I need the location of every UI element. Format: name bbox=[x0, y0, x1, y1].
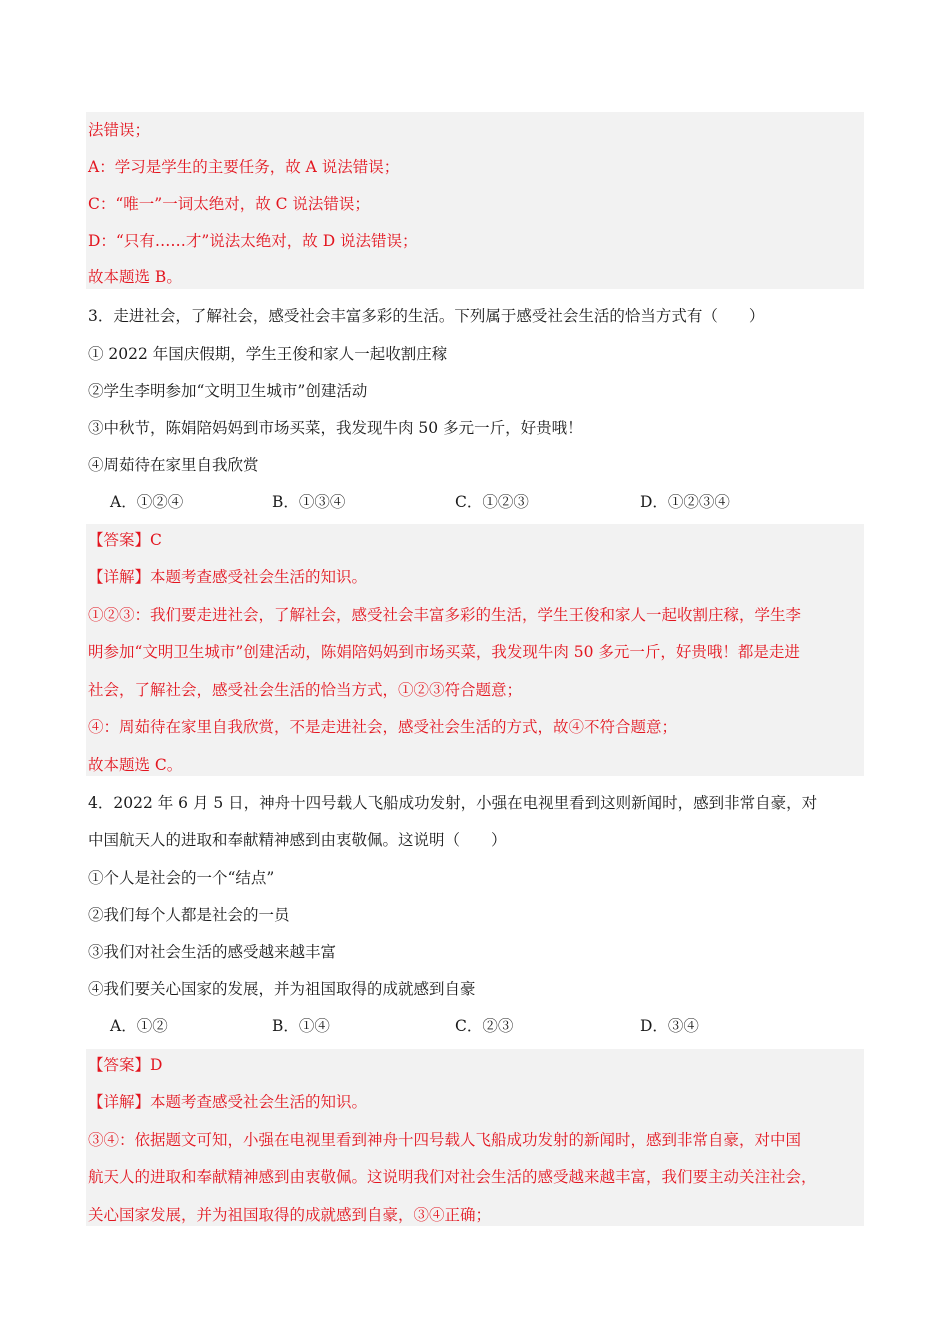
q3-analysis-line: 【详解】本题考查感受社会生活的知识。 bbox=[88, 568, 368, 586]
q4-item: ①个人是社会的一个“结点” bbox=[88, 869, 275, 887]
q4-option-b: B．①④ bbox=[272, 1017, 330, 1035]
q3-option-c: C．①②③ bbox=[455, 493, 529, 511]
q4-answer: 【答案】D bbox=[88, 1056, 163, 1074]
q3-analysis-line: ④：周茹待在家里自我欣赏，不是走进社会，感受社会生活的方式，故④不符合题意； bbox=[88, 718, 678, 736]
q4-analysis-line: 【详解】本题考查感受社会生活的知识。 bbox=[88, 1093, 368, 1111]
q4-option-c: C．②③ bbox=[455, 1017, 514, 1035]
prev-analysis-line: 法错误； bbox=[88, 121, 151, 139]
q3-item: ① 2022 年国庆假期，学生王俊和家人一起收割庄稼 bbox=[88, 345, 448, 363]
q4-item: ③我们对社会生活的感受越来越丰富 bbox=[88, 943, 337, 961]
q3-option-b: B．①③④ bbox=[272, 493, 346, 511]
prev-analysis-line: C：“唯一”一词太绝对，故 C 说法错误； bbox=[88, 195, 370, 213]
q3-stem: 3．走进社会，了解社会，感受社会丰富多彩的生活。下列属于感受社会生活的恰当方式有（ ） bbox=[88, 307, 765, 325]
q3-item: ③中秋节，陈娟陪妈妈到市场买菜，我发现牛肉 50 多元一斤，好贵哦！ bbox=[88, 419, 583, 437]
q3-item: ④周茹待在家里自我欣赏 bbox=[88, 456, 259, 474]
q4-option-d: D．③④ bbox=[640, 1017, 699, 1035]
q3-answer: 【答案】C bbox=[88, 531, 162, 549]
q3-option-a: A．①②④ bbox=[110, 493, 184, 511]
q3-analysis-line: 故本题选 C。 bbox=[88, 756, 183, 774]
q4-stem-line: 中国航天人的进取和奉献精神感到由衷敬佩。这说明（ ） bbox=[88, 831, 507, 849]
q4-analysis-line: ③④：依据题文可知，小强在电视里看到神舟十四号载人飞船成功发射的新闻时，感到非常自豪，对中国 bbox=[88, 1131, 802, 1149]
prev-analysis-line: A：学习是学生的主要任务，故 A 说法错误； bbox=[88, 158, 400, 176]
q4-item: ④我们要关心国家的发展，并为祖国取得的成就感到自豪 bbox=[88, 980, 476, 998]
q3-option-d: D．①②③④ bbox=[640, 493, 730, 511]
q3-analysis-line: ①②③：我们要走进社会，了解社会，感受社会丰富多彩的生活，学生王俊和家人一起收割庄稼，学生李 bbox=[88, 606, 802, 624]
q3-analysis-line: 明参加“文明卫生城市”创建活动，陈娟陪妈妈到市场买菜，我发现牛肉 50 多元一斤，好贵哦！都是走进 bbox=[88, 643, 800, 661]
q3-item: ②学生李明参加“文明卫生城市”创建活动 bbox=[88, 382, 368, 400]
prev-analysis-line: 故本题选 B。 bbox=[88, 268, 182, 286]
q4-stem-line: 4．2022 年 6 月 5 日，神舟十四号载人飞船成功发射，小强在电视里看到这则新闻时，感到非常自豪，对 bbox=[88, 794, 818, 812]
q3-analysis-line: 社会，了解社会，感受社会生活的恰当方式，①②③符合题意； bbox=[88, 681, 523, 699]
q4-analysis-line: 关心国家发展，并为祖国取得的成就感到自豪，③④正确； bbox=[88, 1206, 492, 1224]
q4-option-a: A．①② bbox=[110, 1017, 168, 1035]
q4-analysis-line: 航天人的进取和奉献精神感到由衷敬佩。这说明我们对社会生活的感受越来越丰富，我们要主动关注社会， bbox=[88, 1168, 817, 1186]
prev-analysis-line: D：“只有……才”说法太绝对，故 D 说法错误； bbox=[88, 232, 418, 250]
q4-item: ②我们每个人都是社会的一员 bbox=[88, 906, 290, 924]
